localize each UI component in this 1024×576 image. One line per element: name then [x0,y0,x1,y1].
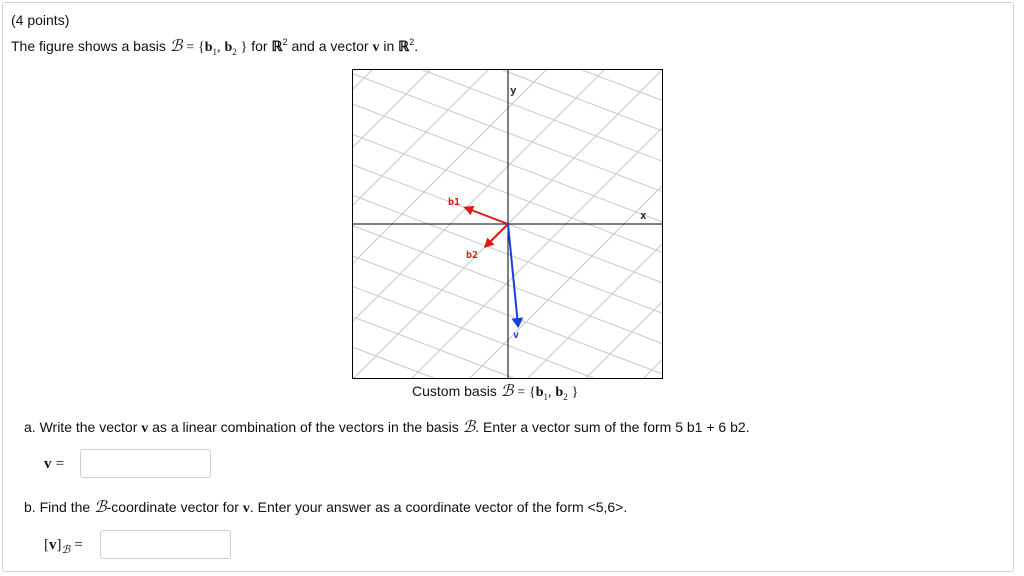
part-b-label: b. [24,499,36,515]
part-b-question [24,497,627,517]
y-axis-label: y [510,84,517,97]
real-superscript: 2 [282,37,288,47]
answer-b-v: v [49,537,57,553]
part-a-text-mid: as a linear combination of the vectors in the basis [152,419,459,435]
part-a-label: a. [24,419,36,435]
set-open: { [198,40,205,55]
x-axis-label: x [640,209,647,222]
basis-symbol: ℬ [169,38,183,55]
intro-for: for [251,38,268,54]
part-a-answer-label [44,455,64,473]
real-symbol: ℝ [271,40,283,55]
equals-sign: = [186,40,195,55]
answer-b-bracket-close: ] [56,537,62,553]
part-b-text-pre: Find the [39,499,91,515]
intro-in: in [383,38,395,54]
problem-intro [11,36,418,57]
part-a-text-pre: Write the vector [39,419,138,435]
comma: , [217,40,221,55]
b1-subscript: 1 [212,46,218,57]
intro-and: and a vector [291,38,369,54]
part-a-answer-input[interactable] [80,449,211,478]
caption-b2-sub: 2 [563,391,568,402]
answer-b-basis-sub: ℬ [61,544,71,556]
part-b-text-mid: -coordinate vector for [106,499,239,515]
caption-set-open: { [528,385,536,400]
v-vector [508,224,518,325]
v-label: v [513,330,520,341]
caption-text: Custom basis [412,383,497,399]
caption-comma: , [548,385,552,400]
part-b-v: v [242,501,250,516]
set-close: } [240,40,248,55]
b2-vector [486,224,508,246]
real-symbol-2: ℝ [398,40,410,55]
b1-label: b1 [448,197,461,208]
b1-vector [466,208,508,224]
answer-a-v: v [44,456,52,472]
b1-symbol: b [204,40,213,55]
caption-equals: = [517,385,526,400]
caption-b2: b [555,385,564,400]
figure-caption [412,381,578,402]
intro-text: The figure shows a basis [11,38,166,54]
v-symbol: v [372,40,380,55]
real-superscript-2: 2 [409,37,415,47]
b2-symbol: b [224,40,233,55]
intro-period: . [414,38,419,54]
b2-label: b2 [466,250,479,261]
b2-subscript: 2 [232,46,237,57]
caption-set-close: } [571,385,579,400]
answer-b-bracket-open: [ [44,537,49,553]
answer-b-equals: = [74,537,83,553]
part-a-v: v [141,421,149,436]
caption-b1: b [535,385,544,400]
part-b-answer-label [44,536,83,556]
answer-a-equals: = [55,456,65,472]
part-a-text-post: . Enter a vector sum of the form 5 b1 + 6 b2. [475,419,750,435]
basis-figure [352,69,663,379]
points-label: (4 points) [11,12,70,28]
figure-canvas [353,70,662,378]
part-b-text-post: . Enter your answer as a coordinate vector of the form <5,6>. [249,499,628,515]
part-b-answer-input[interactable] [100,530,231,559]
caption-b1-sub: 1 [543,391,548,402]
part-a-basis: ℬ [462,419,476,436]
caption-basis-symbol: ℬ [500,383,514,400]
part-b-basis: ℬ [94,499,107,516]
part-a-question [24,417,750,437]
